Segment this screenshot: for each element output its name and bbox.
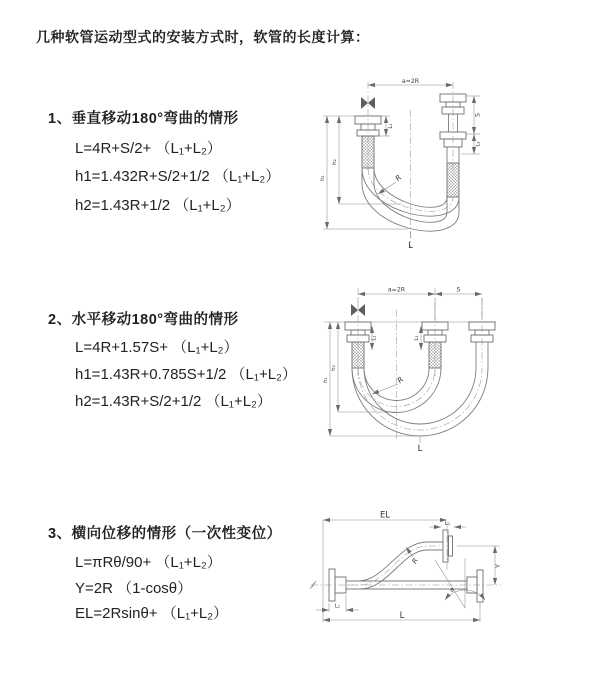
dim-label-l1: L₁ (388, 123, 394, 129)
s-curve-hose (347, 542, 443, 589)
dim-label-l1-bottom: L₁ (334, 603, 341, 610)
dim-label-s: S (456, 286, 461, 294)
top-right-flange (443, 530, 453, 562)
diagram-vertical-180-bend (310, 70, 600, 265)
section-3-formula-l: L=πRθ/90+ （L₁+L₂） (75, 554, 222, 571)
dim-label-l2: L₂ (475, 141, 482, 147)
right-braided-hose (447, 163, 459, 197)
dim-label-r: R (410, 556, 420, 566)
hose-u-bend (352, 368, 488, 436)
dim-label-theta: θ (450, 588, 454, 594)
centerlines (358, 288, 482, 440)
dim-label-h1: h₁ (320, 175, 326, 181)
page-title: 几种软管运动型式的安装方式时，软管的长度计算： (36, 29, 370, 45)
section-3-heading: 3、横向位移的情形（一次性变位） (48, 526, 282, 542)
section-1-formula-l: L=4R+S/2+ （L₁+L₂） (75, 140, 222, 157)
section-3-formula-el: EL=2Rsinθ+ （L₁+L₂） (75, 605, 229, 622)
diagram-horizontal-180-bend (310, 280, 600, 460)
dim-label-h1: h₁ (323, 377, 329, 383)
dim-label-l1-top: L₁ (444, 521, 451, 527)
dim-label-y: Y (494, 564, 502, 568)
centerlines (368, 82, 453, 248)
dimension-lines (316, 520, 500, 622)
dim-label-l: L (417, 444, 423, 454)
section-1-formula-h2: h2=1.43R+1/2 （L₁+L₂） (75, 197, 241, 214)
dim-label-l: L (408, 241, 413, 251)
right-flange (467, 570, 483, 602)
dim-label-h2: h₂ (332, 159, 338, 165)
dim-label-a2r: a=2R (387, 286, 406, 294)
left-braided-hose (362, 136, 374, 168)
angle-construction (435, 558, 485, 608)
dim-label-a2r: a=2R (401, 78, 420, 85)
dim-label-l: L (399, 611, 405, 621)
dim-label-el: EL (379, 510, 391, 521)
dim-label-h2: h₂ (331, 365, 337, 371)
dim-label-s: S (474, 113, 482, 117)
section-3-formula-y: Y=2R （1-cosθ） (75, 580, 193, 597)
centerlines (311, 522, 501, 585)
diagram-lateral-displacement (295, 500, 600, 650)
section-2-heading: 2、水平移动180°弯曲的情形 (48, 312, 239, 328)
section-1-heading: 1、垂直移动180°弯曲的情形 (48, 111, 239, 127)
section-2-formula-h2: h2=1.43R+S/2+1/2 （L₁+L₂） (75, 393, 272, 410)
dim-label-r: R (395, 374, 406, 386)
dim-label-l1-left: L₁ (371, 335, 378, 341)
section-1-formula-h1: h1=1.432R+S/2+1/2 （L₁+L₂） (75, 168, 281, 185)
left-braided-hose (352, 342, 364, 368)
section-2-formula-l: L=4R+1.57S+ （L₁+L₂） (75, 339, 239, 356)
middle-braided-hose (429, 342, 441, 368)
section-2-formula-h1: h1=1.43R+0.785S+1/2 （L₁+L₂） (75, 366, 297, 383)
dim-label-l1-middle: L₁ (414, 335, 420, 341)
dimension-lines (330, 294, 482, 443)
dim-label-r: R (393, 172, 404, 184)
